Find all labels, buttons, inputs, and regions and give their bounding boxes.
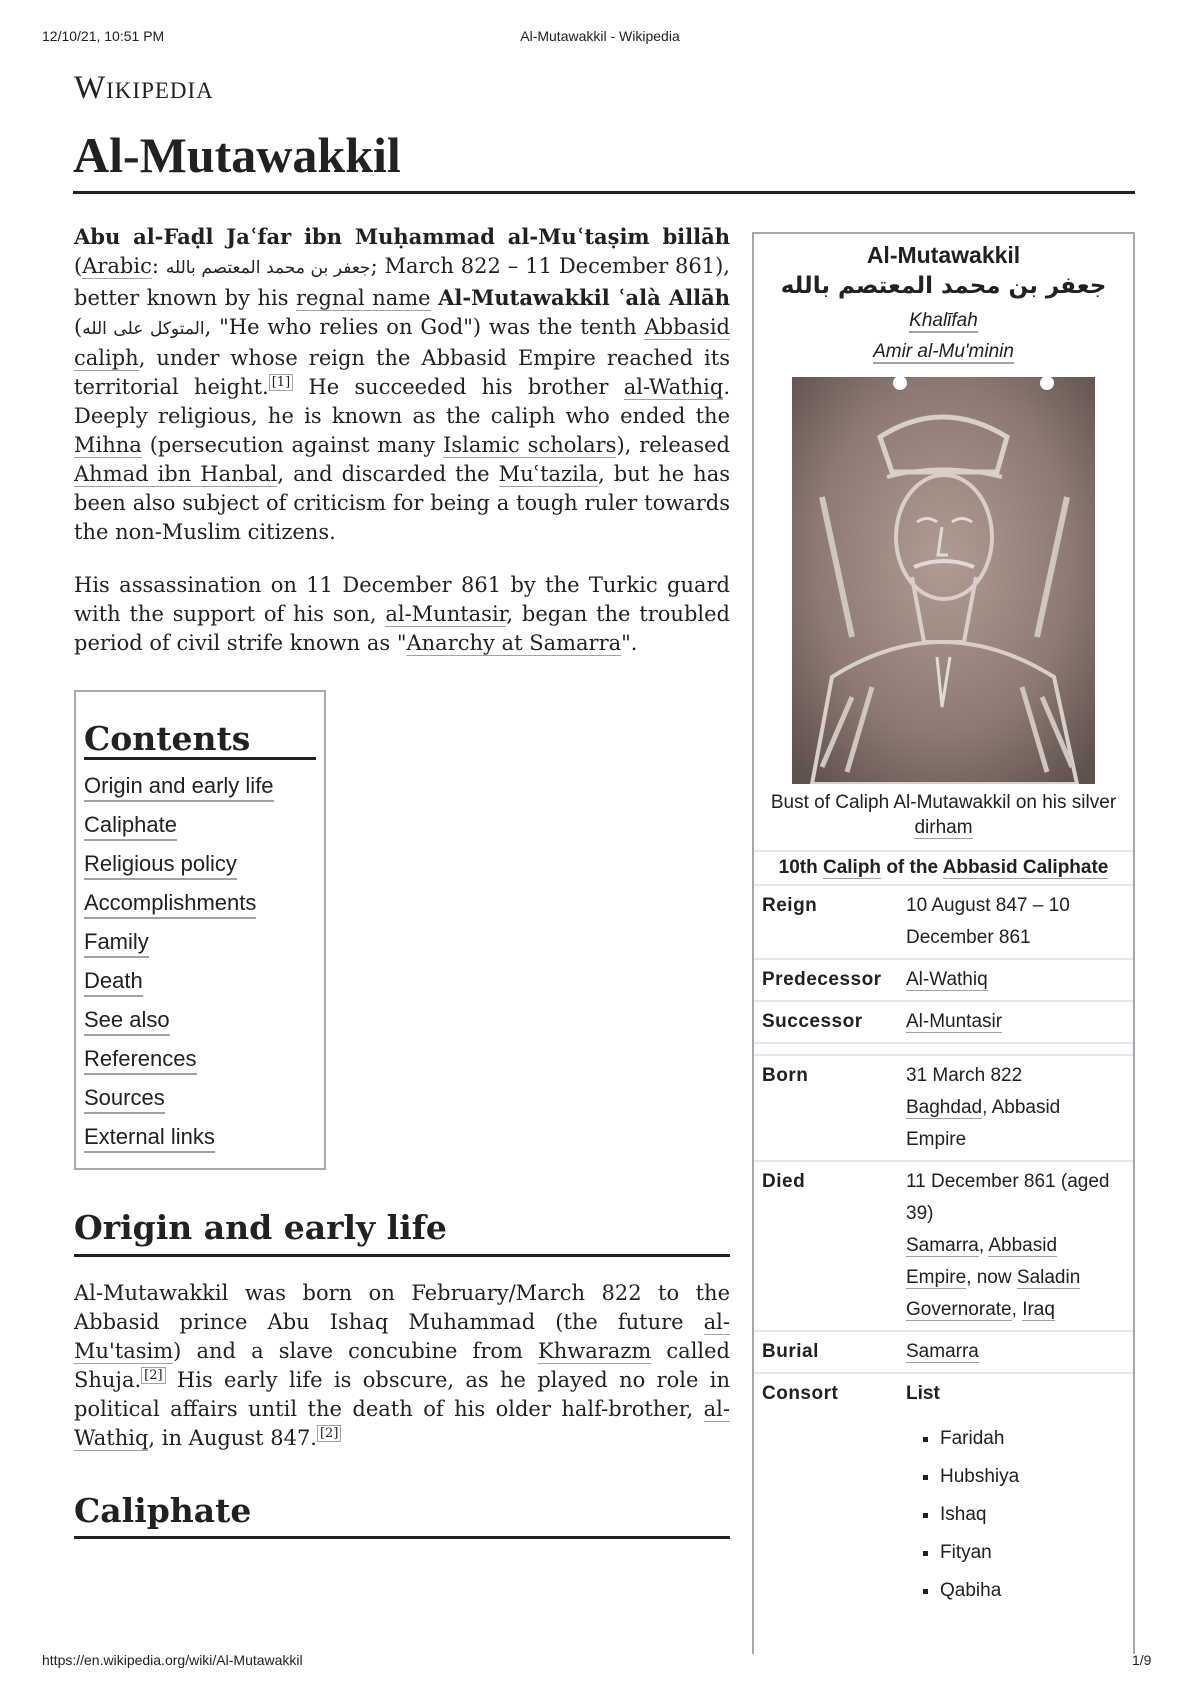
text-run: , and discarded the [277,462,499,486]
text-run: , but he has been also subject of criticism for being a tough ruler towards the non-Muslim citizens. [74,462,731,544]
inline-link[interactable]: Baghdad [906,1097,983,1118]
consort-list-label[interactable] [906,1378,1125,1410]
text-run: , in August 847. [148,1425,317,1450]
text-run: , "He who relies on God") was the tenth [204,315,645,339]
inline-link[interactable]: Samarra [906,1341,979,1362]
coin-bust-image[interactable] [792,377,1095,784]
list-item: ▪ Hubshiya [940,1458,1125,1496]
citation-link[interactable]: [1] [269,374,293,391]
text-run: ; March 822 – 11 December 861), better known by his [74,254,730,310]
toc-item[interactable]: See also [84,1000,316,1039]
inline-link[interactable]: Abbasid caliph [74,315,730,370]
infobox-row-consort: Consort List ▪ Faridah ▪ Hubshiya ▪ Ishaq ▪ Fityan ▪ Qabiha [754,1372,1133,1614]
print-page-number: 1/9 [1132,1652,1152,1668]
text-run: ( [74,254,83,278]
section-heading-caliphate: Caliphate [74,1491,730,1540]
infobox [752,232,1135,1654]
text-run: 11 December 861 (aged 39) [906,1171,1110,1224]
inline-link[interactable]: Muʿtazila [498,462,599,486]
inline-link[interactable]: Anarchy at Samarra [406,631,622,655]
text-run: His early life is obscure, as he played no role in political affairs until the death of his older half-brother, [74,1367,730,1421]
intro-paragraph-1 [74,222,730,547]
text-run: 10th [778,857,823,878]
text-run: called Shuja. [74,1338,730,1392]
infobox-row-reign: Reign 10 August 847 – 10 December 861 [754,884,1133,958]
infobox-row-burial: Burial Samarra [754,1330,1133,1372]
toc-item[interactable]: Religious policy [84,844,316,883]
inline-link[interactable]: Caliph [822,857,882,878]
bold-text: List [906,1383,940,1404]
toc-item[interactable]: External links [84,1117,316,1156]
inline-link[interactable]: Islamic scholars [443,433,617,457]
text-run: ". [621,631,638,655]
infobox-titles [754,305,1133,367]
citation-link[interactable]: [2] [317,1425,341,1442]
inline-link[interactable]: al-Wathiq [74,1396,730,1450]
citation [269,374,293,391]
text-run [431,286,439,310]
consort-list [906,1420,1125,1610]
citation [317,1425,341,1442]
inline-link[interactable]: Arabic [82,254,152,278]
inline-link[interactable]: Abbasid Caliphate [942,857,1109,878]
infobox-arabic-name: جعفر بن محمد المعتصم بالله [780,273,1107,299]
text-run: . Deeply religious, he is known as the caliph who ended the [74,375,730,428]
inline-link[interactable]: Al-Muntasir [906,1011,1003,1032]
text-run: Al-Mutawakkil was born on February/March 822 to the Abbasid prince Abu Ishaq Muhammad (the future [74,1280,730,1334]
inline-link[interactable]: Samarra [906,1235,979,1256]
infobox-row-born: Born 31 March 822 Baghdad, Abbasid Empire [754,1054,1133,1160]
list-item: ▪ Ishaq [940,1496,1125,1534]
text-run: His assassination on 11 December 861 by the Turkic guard with the support of his son, [74,573,730,626]
inline-link[interactable]: al-Mu'tasim [74,1309,730,1363]
inline-link[interactable]: Al-Wathiq [906,969,988,990]
text-run: ( [74,315,83,339]
print-tab-title: Al-Mutawakkil - Wikipedia [520,28,680,44]
toc-item[interactable]: Accomplishments [84,883,316,922]
arabic-text: جعفر بن محمد المعتصم بالله [165,258,371,278]
infobox-row-died: Died 11 December 861 (aged 39) Samarra, Abbasid Empire, now Saladin Governorate, Iraq [754,1160,1133,1330]
text-run: : [151,254,166,278]
print-timestamp: 12/10/21, 10:51 PM [42,28,165,44]
text-run: , began the troubled period of civil strife known as " [74,602,730,655]
page-title: Al-Mutawakkil [73,128,1135,194]
infobox-office-heading [754,850,1133,884]
list-item: ▪ Qabiha [940,1572,1125,1610]
infobox-title: Al-Mutawakkil [866,242,1021,268]
text-run: of the [881,857,943,878]
print-url: https://en.wikipedia.org/wiki/Al-Mutawakkil [42,1652,303,1668]
table-of-contents [74,690,326,1170]
wikipedia-logo[interactable]: Wikipedia [74,70,214,106]
inline-link[interactable]: Ahmad ibn Hanbal [74,462,278,486]
inline-link[interactable]: regnal name [296,286,431,310]
list-item: ▪ Fityan [940,1534,1125,1572]
toc-item[interactable]: References [84,1039,316,1078]
inline-link[interactable]: Mihna [74,433,142,457]
toc-item[interactable]: Family [84,922,316,961]
toc-heading: Contents [84,724,316,760]
text-run: , Abbasid Empire [906,1097,1061,1150]
toc-item[interactable]: Sources [84,1078,316,1117]
citation-link[interactable]: [2] [141,1367,165,1384]
text-run: 31 March 822 [906,1065,1023,1086]
list-item: ▪ Faridah [940,1420,1125,1458]
text-run: , [1011,1299,1023,1320]
text-run: (persecution against many [141,433,444,457]
text-run: , [978,1235,989,1256]
inline-link[interactable]: Saladin Governorate [906,1267,1081,1320]
inline-link[interactable]: al-Muntasir [385,602,507,626]
text-run: ), released [616,433,730,457]
intro-paragraph-2 [74,571,730,658]
inline-link[interactable]: Iraq [1022,1299,1055,1320]
title-link-khalifah[interactable]: Khalīfah [909,310,978,331]
inline-link[interactable]: dirham [914,817,973,838]
section-heading-origin: Origin and early life [74,1208,730,1257]
infobox-row-predecessor: Predecessor Al-Wathiq [754,958,1133,1000]
text-run: Bust of Caliph Al-Mutawakkil on his silver [770,792,1117,813]
text-run: He succeeded his brother [293,375,624,399]
infobox-row-successor: Successor Al-Muntasir [754,1000,1133,1042]
text-run: 10 August 847 – 10 December 861 [906,895,1070,948]
arabic-text: المتوكل على الله [82,319,205,339]
toc-item[interactable]: Caliphate [84,805,316,844]
title-link-amir[interactable]: Amir al-Mu'minin [873,341,1014,362]
article-body [74,222,730,1561]
coin-bust-illustration [792,377,1095,784]
toc-item[interactable]: Origin and early life [84,766,316,805]
inline-link[interactable]: al-Wathiq [623,375,724,399]
inline-link[interactable]: Abbasid Empire [906,1235,1058,1288]
text-run: ) and a slave concubine from [173,1338,539,1363]
bold-text: Abu al-Faḍl Jaʿfar ibn Muḥammad al-Muʿtaṣim billāh [74,224,730,249]
toc-list [84,766,316,1156]
print-header [0,28,1200,48]
bold-text: Al-Mutawakkil ʿalà Allāh [438,285,730,310]
toc-item[interactable]: Death [84,961,316,1000]
text-run: , now [966,1267,1017,1288]
inline-link[interactable]: Khwarazm [538,1338,652,1363]
text-run: , under whose reign the Abbasid Empire reached its territorial height. [74,346,730,399]
citation [141,1367,165,1384]
origin-paragraph [74,1279,730,1453]
infobox-spacer [754,1042,1133,1054]
image-caption [754,790,1133,840]
